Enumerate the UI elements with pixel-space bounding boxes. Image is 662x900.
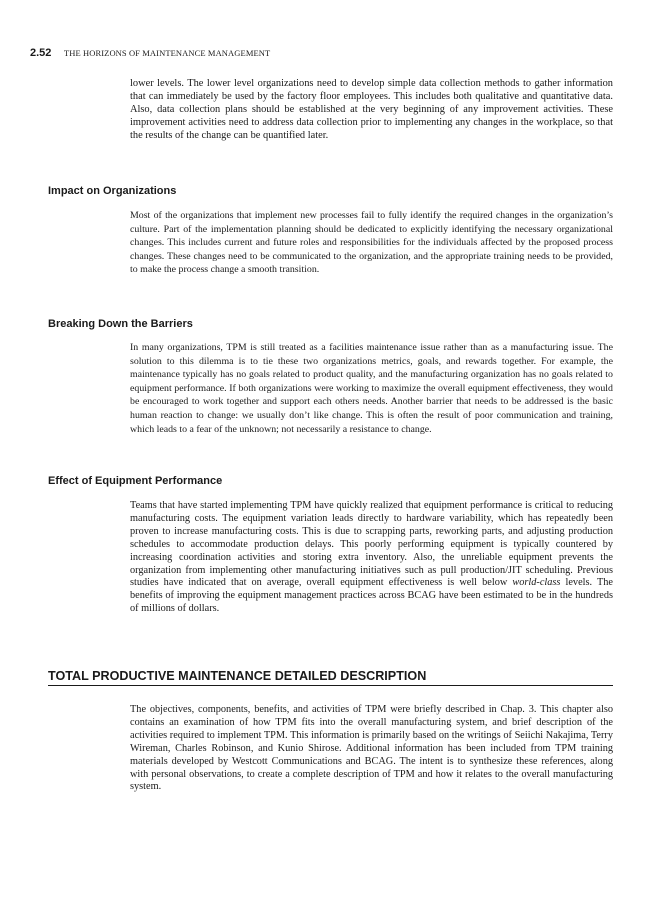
running-title: THE HORIZONS OF MAINTENANCE MANAGEMENT [63,48,271,58]
heading-breaking-down-the-barriers: Breaking Down the Barriers [48,318,193,330]
heading-effect-of-equipment-performance: Effect of Equipment Performance [48,475,223,487]
emphasized-world-class: world-class [512,577,561,589]
page-header [30,47,270,59]
paragraph-effect-of-equipment-performance [130,500,613,616]
section-heading-tpm-detailed-description: TOTAL PRODUCTIVE MAINTENANCE DETAILED DESCRIPTION [48,669,613,686]
heading-impact-on-organizations: Impact on Organizations [48,185,177,197]
paragraph-impact-on-organizations: Most of the organizations that implement new processes fail to fully identify the required changes in the organization’s culture. Part of the implementation planning should be dedicated to explicitly identifying the necessary organizational changes. This includes current and future roles and responsibilities for the individuals affected by the proposed process changes. These changes need to be communicated to the organization, and the appropriate training needs to be provided, to make the process change a smooth transition. [130,210,613,276]
paragraph-tpm-detailed-description: The objectives, components, benefits, and activities of TPM were briefly described in Chap. 3. This chapter also contains an examination of how TPM fits into the overall manufacturing system, and brief description of the activities required to implement TPM. This information is primarily based on the writings of Seiichi Nakajima, Terry Wireman, Charles Robinson, and Kunio Shirose. Additional information has been included from TPM training materials developed by Westcott Communications and BCAG. The intent is to synthesize these references, along with personal observations, to create a complete description of TPM and how it relates to the overall manufacturing system. [130,704,613,793]
paragraph-text-after-emphasis: levels. The benefits of improving the equipment management practices across BCAG have been estimated to be in the hundreds of millions of dollars. [130,577,613,615]
page-number: 2.52 [30,47,52,59]
paragraph-breaking-down-the-barriers: In many organizations, TPM is still treated as a facilities maintenance issue rather than as a manufacturing issue. The solution to this dilemma is to tie these two organizations metrics, goals, and rewards together. For example, the maintenance typically has no goals related to product quality, and the manufacturing organization has no goals related to equipment performance. If both organizations were working to maximize the overall equipment effectiveness, they would be encouraged to work together and support each others needs. Another barrier that needs to be addressed is the basic human reaction to change: we usually don’t like change. This is often the result of poor communication and training, which leads to a fear of the unknown; not necessarily a resistance to change. [130,342,613,435]
paragraph-text-before-emphasis: Teams that have started implementing TPM have quickly realized that equipment performance is critical to reducing manufacturing costs. The equipment variation leads directly to hardware variability, which has repeatedly been proven to increase manufacturing costs. This is due to scrapping parts, reworking parts, and adjusting production schedules to accommodate production delays. This poorly performing equipment is typically countered by increasing coordination activities and storing extra inventory. Also, the unreliable equipment prevents the organization from implementing other manufacturing initiatives such as pull production/JIT scheduling. Previous studies have indicated that on average, overall equipment effectiveness is well below [130,500,613,589]
intro-paragraph: lower levels. The lower level organizations need to develop simple data collection methods to gather information that can immediately be used by the factory floor employees. This includes both qualitative and quantitative data. Also, data collection plans should be established at the very beginning of any improvement activities. These improvement activities need to address data collection prior to implementing any changes in the workplace, so that the results of the change can be quantified later. [130,78,613,141]
